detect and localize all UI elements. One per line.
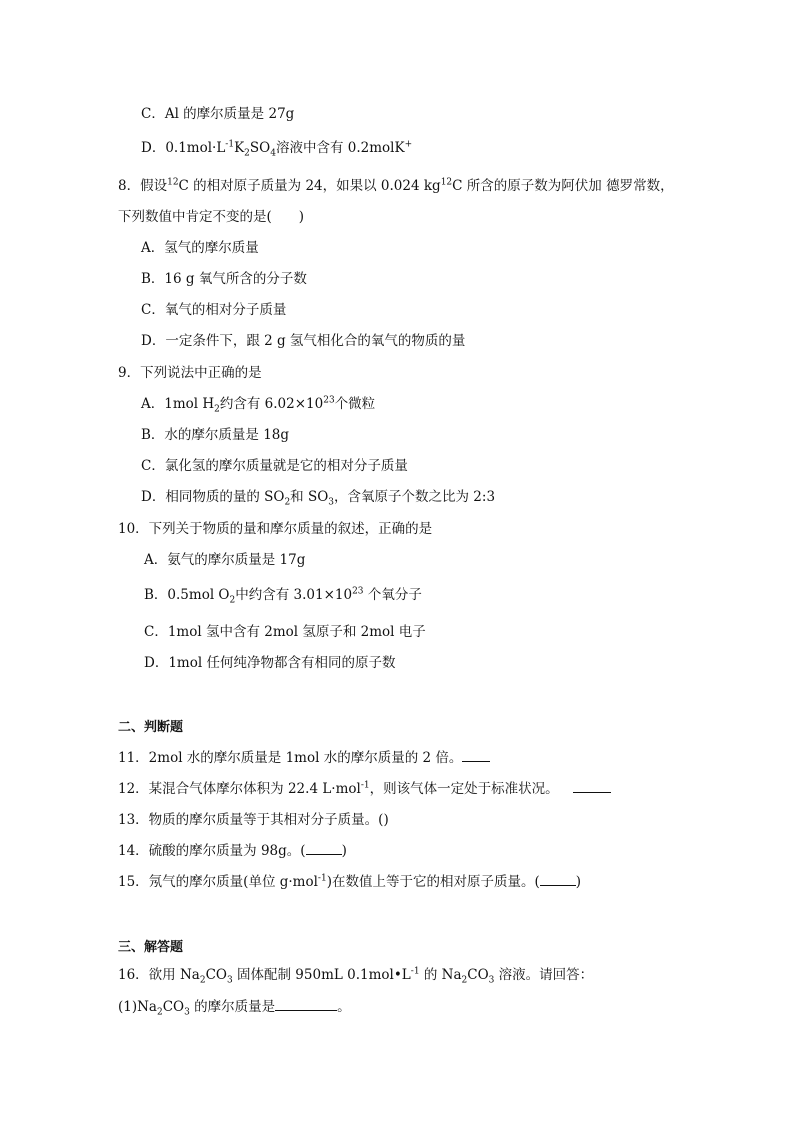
option-9d: D．相同物质的量的 $SO_2$和 $SO_3$，含氧原子个数之比为 2:3 (141, 489, 496, 508)
option-10c: C．1mol 氢中含有 2mol 氢原子和 2mol 电子 (144, 624, 426, 640)
option-10b: B．0.5mol $O_2$中约含有 $3.01\times 10^{23}$ 个氧分子 (144, 586, 422, 606)
answer-blank-14[interactable] (306, 842, 342, 855)
section-heading-judgement: 二、判断题 (118, 720, 184, 735)
question-9: 9．下列说法中正确的是 (118, 365, 262, 381)
question-12: 12．某混合气体摩尔体积为 22.4 L·mol$^{-1}$，则该气体一定处于标准状况。 (118, 779, 611, 799)
option-7c: C．Al 的摩尔质量是 27g (141, 106, 295, 122)
question-15: 15．氖气的摩尔质量(单位 g·mol$^{-1}$)在数值上等于它的相对原子质量。( ) (118, 873, 582, 890)
section-heading-answer: 三、解答题 (118, 940, 184, 955)
option-9b: B．水的摩尔质量是 18g (141, 427, 290, 443)
question-13: 13．物质的摩尔质量等于其相对分子质量。() (118, 812, 389, 828)
question-8-cont: 下列数值中肯定不变的是( ) (118, 209, 305, 225)
option-8a: A．氢气的摩尔质量 (141, 240, 259, 256)
answer-blank-11[interactable] (462, 749, 490, 762)
option-7d: D．$0.1mol\cdot L^{-1}K_2SO_4$溶液中含有 0.2molK+ (141, 139, 413, 159)
question-16-part-1: $(1)Na_2CO_3$ 的摩尔质量是 。 (118, 999, 351, 1018)
answer-blank-15[interactable] (540, 873, 576, 886)
option-10d: D．1mol 任何纯净物都含有相同的原子数 (144, 655, 396, 671)
question-8: 8．假设$^{12}$C 的相对原子质量为 24，如果以 0.024 $kg^{12}C$ 所含的原子数为阿伏加 德罗常数， (118, 177, 674, 194)
option-10a: A．氨气的摩尔质量是 17g (144, 552, 306, 568)
answer-blank-12[interactable] (573, 780, 611, 793)
question-16: 16．欲用 $Na_2CO_3$ 固体配制 950mL $0.1mol•L^{-1}$ 的 $Na_2CO_3$ 溶液。请回答： (118, 966, 594, 986)
option-9a: A．1mol $H_2$约含有 $6.02\times 10^{23}$个微粒 (141, 395, 376, 415)
option-8d: D．一定条件下，跟 2 g 氢气相化合的氧气的物质的量 (141, 333, 466, 349)
question-11: 11．2mol 水的摩尔质量是 1mol 水的摩尔质量的 2 倍。 (118, 748, 490, 768)
question-14: 14．硫酸的摩尔质量为 98g。( ) (118, 843, 347, 859)
question-10: 10．下列关于物质的量和摩尔质量的叙述，正确的是 (118, 521, 433, 537)
option-9c: C．氯化氢的摩尔质量就是它的相对分子质量 (141, 458, 408, 474)
option-8b: B．16 g 氧气所含的分子数 (141, 271, 307, 287)
option-8c: C．氧气的相对分子质量 (141, 302, 287, 318)
answer-blank-16-1[interactable] (275, 998, 337, 1011)
